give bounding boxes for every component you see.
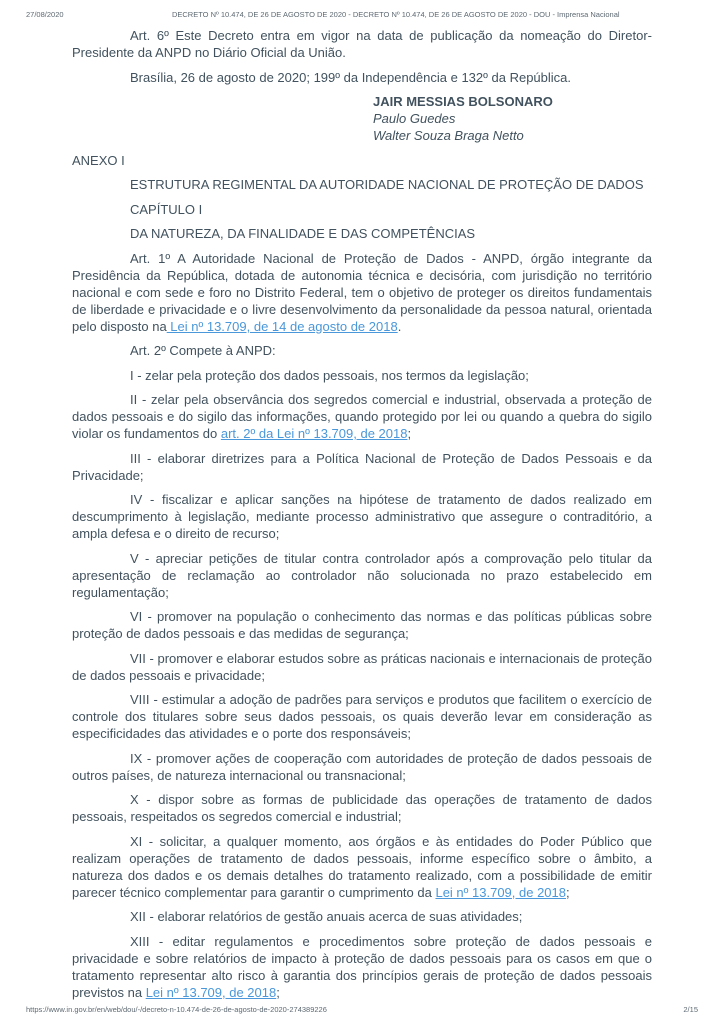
footer-page-number: 2/15 (683, 1005, 698, 1014)
item-i: I - zelar pela proteção dos dados pessoais, nos termos da legislação; (130, 367, 529, 383)
item-v: V - apreciar petições de titular contra controlador após a comprovação pelo titular da apresentação de reclamação ao controlador não solucionada no prazo estabelecido em regulamentação; (72, 550, 652, 600)
minister-name: Walter Souza Braga Netto (373, 128, 524, 143)
footer-url: https://www.in.gov.br/en/web/dou/-/decreto-n-10.474-de-26-de-agosto-de-2020-274389226 (26, 1005, 327, 1014)
item-iii: III - elaborar diretrizes para a Política Nacional de Proteção de Dados Pessoais e da Privacidade; (72, 450, 652, 483)
paragraph-art-2: Art. 2º Compete à ANPD: (130, 343, 276, 358)
item-xiii: XIII - editar regulamentos e procedimentos sobre proteção de dados pessoais e privacidade e sobre relatórios de impacto à proteção de dados pessoais para os casos em que o tratamento representar alto risco à garantia dos princípios gerais de proteção de dados pessoais previstos na Lei nº 13.709, de 2018; (72, 933, 652, 1000)
item-viii: VIII - estimular a adoção de padrões para serviços e produtos que facilitem o exercício de controle dos titulares sobre seus dados pessoais, os quais deverão levar em consideração as especificidades das atividades e o porte dos responsáveis; (72, 692, 652, 741)
document-content (72, 27, 652, 1008)
print-footer (26, 1005, 698, 1014)
item-xi: XI - solicitar, a qualquer momento, aos órgãos e às entidades do Poder Público que realizam operações de tratamento de dados pessoais, informe específico sobre o âmbito, a natureza dos dados e os demais detalhes do tratamento realizado, com a possibilidade de emitir parecer técnico complementar para garantir o cumprimento da Lei nº 13.709, de 2018; (72, 833, 652, 900)
item-ix: IX - promover ações de cooperação com autoridades de proteção de dados pessoais de outros países, de natureza internacional ou transnacional; (72, 750, 652, 783)
heading-anexo: ANEXO I (72, 152, 125, 168)
paragraph-art-1: Art. 1º A Autoridade Nacional de Proteção de Dados - ANPD, órgão integrante da Presidência da República, dotada de autonomia técnica e decisória, com jurisdição no território nacional e com sede e foro no Distrito Federal, tem o objetivo de proteger os direitos fundamentais de liberdade e privacidade e o livre desenvolvimento da personalidade da pessoa natural, orientada pelo disposto na Lei nº 13.709, de 14 de agosto de 2018. (72, 250, 652, 334)
heading-estrutura: ESTRUTURA REGIMENTAL DA AUTORIDADE NACIONAL DE PROTEÇÃO DE DADOS (130, 177, 644, 192)
header-date: 27/08/2020 (26, 10, 64, 19)
law-link[interactable]: Lei nº 13.709, de 2018 (145, 984, 277, 1000)
item-ii: II - zelar pela observância dos segredos comercial e industrial, observada a proteção de dados pessoais e do sigilo das informações, quando protegido por lei ou quando a quebra do sigilo violar os fundamentos do art. 2º da Lei nº 13.709, de 2018; (72, 392, 652, 441)
paragraph-art-6: Art. 6º Este Decreto entra em vigor na data de publicação da nomeação do Diretor-Presidente da ANPD no Diário Oficial da União. (72, 28, 652, 60)
item-iv: IV - fiscalizar e aplicar sanções na hipótese de tratamento de dados realizado em descumprimento à legislação, mediante processo administrativo que assegure o contraditório, a ampla defesa e o direito de recurso; (72, 492, 652, 541)
heading-capitulo-1: CAPÍTULO I (130, 201, 203, 217)
signature-block (373, 93, 652, 144)
paragraph-date-place: Brasília, 26 de agosto de 2020; 199º da Independência e 132º da República. (130, 69, 571, 85)
item-vii: VII - promover e elaborar estudos sobre as práticas nacionais e internacionais de proteção de dados pessoais e privacidade; (72, 650, 652, 683)
minister-name: Paulo Guedes (373, 111, 456, 126)
item-xii: XII - elaborar relatórios de gestão anuais acerca de suas atividades; (130, 909, 523, 924)
law-link[interactable]: Lei nº 13.709, de 14 de agosto de 2018 (166, 318, 398, 334)
print-header (26, 10, 698, 19)
heading-natureza: DA NATUREZA, DA FINALIDADE E DAS COMPETÊNCIAS (130, 226, 476, 241)
law-link[interactable]: art. 2º da Lei nº 13.709, de 2018 (220, 426, 408, 441)
header-document-title: DECRETO Nº 10.474, DE 26 DE AGOSTO DE 2020 - DECRETO Nº 10.474, DE 26 DE AGOSTO DE 2020 - DOU - Imprensa Nacional (171, 10, 620, 19)
law-link[interactable]: Lei nº 13.709, de 2018 (435, 884, 566, 900)
president-name: JAIR MESSIAS BOLSONARO (373, 94, 553, 109)
item-x: X - dispor sobre as formas de publicidade das operações de tratamento de dados pessoais, respeitados os segredos comercial e industrial; (72, 792, 652, 824)
item-vi: VI - promover na população o conhecimento das normas e das políticas públicas sobre proteção de dados pessoais e das medidas de segurança; (72, 609, 652, 641)
